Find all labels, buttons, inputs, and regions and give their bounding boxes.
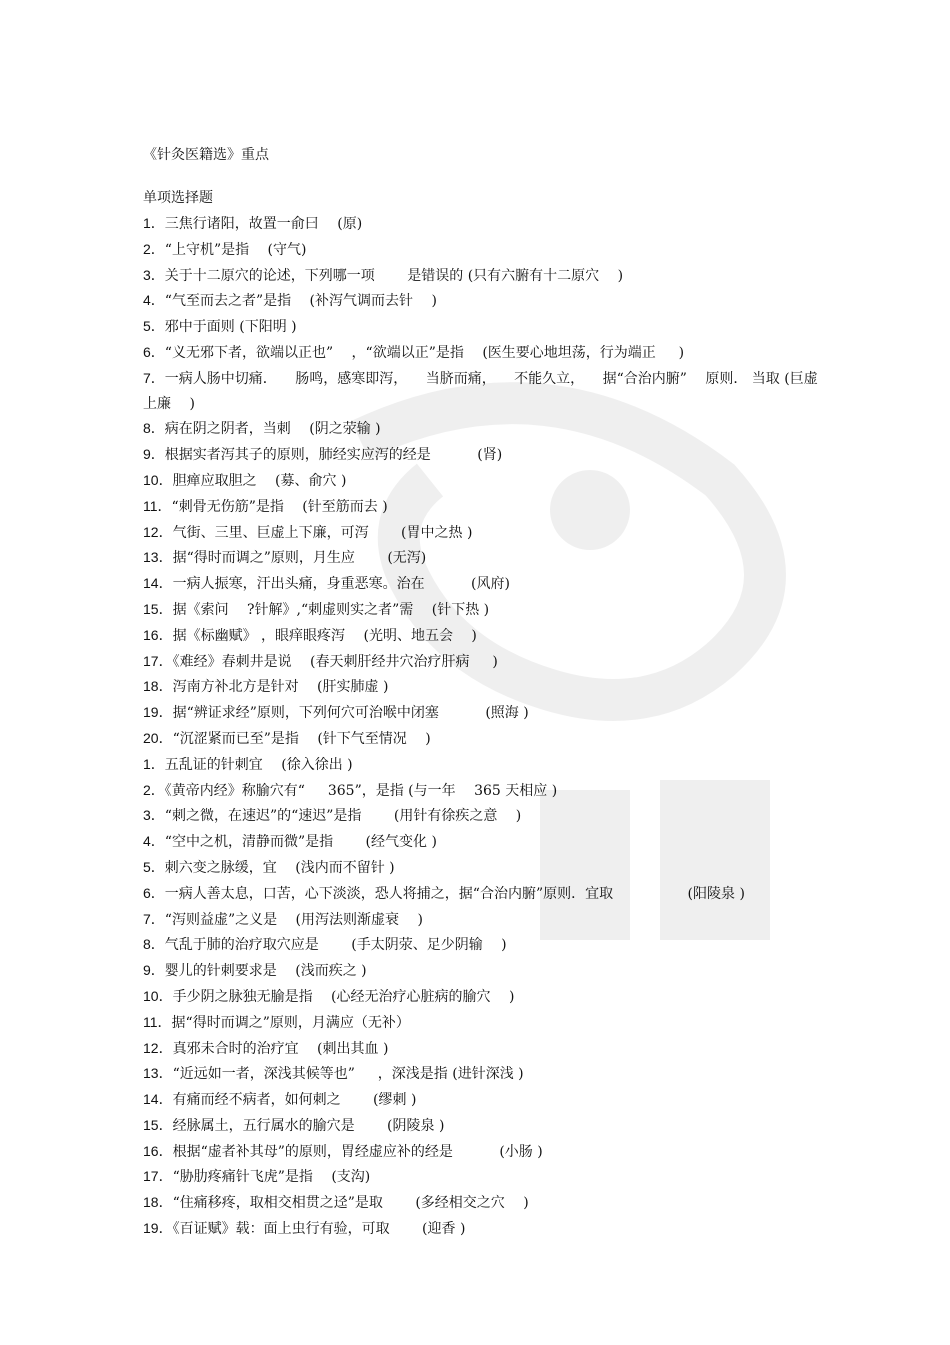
- question-text: 邪中于面则 (下阳明 ): [164, 319, 297, 336]
- question-text: 三焦行诸阳，故置一俞曰 (原): [164, 216, 363, 232]
- question-text: 手少阴之脉独无腧是指 (心经无治疗心脏病的腧穴 ): [172, 988, 515, 1005]
- question-item: [143, 984, 823, 1010]
- question-text: “气至而去之者”是指 (补泻气调而去针 ): [164, 293, 437, 310]
- question-number: 11．: [143, 1013, 172, 1030]
- question-item: [143, 1113, 823, 1139]
- question-item: [143, 700, 823, 726]
- question-text: “上守机”是指 (守气): [164, 241, 307, 258]
- question-text: 气街、三里、巨虚上下廉，可泻 (胃中之热 ): [172, 524, 473, 541]
- question-number: 10．: [143, 987, 173, 1004]
- question-item: [143, 649, 823, 675]
- question-number: 19．: [143, 1220, 173, 1237]
- question-text: “近远如一者，深浅其候等也” ，深浅是指 (进针深浅 ): [172, 1066, 524, 1083]
- question-text: 经脉属土，五行属水的腧穴是 (阴陵泉 ): [172, 1117, 445, 1134]
- question-number: 3．: [143, 266, 165, 283]
- document-title: 《针灸医籍选》重点: [143, 147, 269, 163]
- question-number: 6．: [143, 343, 165, 360]
- section-heading: 单项选择题: [143, 190, 213, 206]
- question-item: [143, 442, 823, 468]
- question-number: 1．: [143, 755, 165, 772]
- question-number: 4．: [143, 292, 165, 309]
- question-item: [143, 366, 823, 417]
- question-item: [143, 1087, 823, 1113]
- question-number: 13．: [143, 549, 173, 566]
- question-item: [143, 1061, 823, 1087]
- question-item: [143, 1216, 823, 1242]
- question-number: 9．: [143, 962, 165, 979]
- question-text: 关于十二原穴的论述，下列哪一项 是错误的 (只有六腑有十二原穴 ): [164, 267, 624, 284]
- question-item: [143, 829, 823, 855]
- question-item: [143, 571, 823, 597]
- question-item: [143, 545, 823, 571]
- question-item: [143, 778, 823, 804]
- question-text: 刺六变之脉缓，宜 (浅内而不留针 ): [164, 859, 395, 876]
- question-number: 6．: [143, 884, 165, 901]
- question-text: “义无邪下者，欲端以正也” ，“欲端以正”是指 (医生要心地坦荡，行为端正 ): [164, 344, 685, 361]
- question-text: 据《索问 ?针解》,“刺虚则实之者”需 (针下热 ): [172, 601, 490, 618]
- question-item: [143, 1139, 823, 1165]
- question-item: [143, 855, 823, 881]
- question-item: [143, 752, 823, 778]
- question-item: [143, 674, 823, 700]
- question-number: 18．: [143, 678, 173, 695]
- question-text: 五乱证的针刺宜 (徐入徐出 ): [164, 756, 353, 773]
- question-text: 一病人肠中切痛． 肠鸣，感寒即泻， 当脐而痛， 不能久立， 据“合治内腑” 原则． 当取 (巨虚上廉 ): [143, 370, 818, 412]
- question-text: 《黄帝内经》称腧穴有“ 365”，是指 (与一年 365 天相应 ): [164, 782, 558, 799]
- question-number: 14．: [143, 575, 173, 592]
- question-number: 8．: [143, 936, 165, 953]
- question-item: [143, 1164, 823, 1190]
- question-item: [143, 288, 823, 314]
- question-text: 据“得时而调之”原则，月生应 (无泻): [172, 550, 427, 567]
- question-text: “泻则益虚”之义是 (用泻法则渐虚衰 ): [164, 911, 423, 928]
- question-item: [143, 881, 823, 907]
- question-number: 1．: [143, 215, 165, 231]
- question-number: 3．: [143, 807, 165, 824]
- question-text: 泻南方补北方是针对 (肝实肺虚 ): [172, 679, 389, 696]
- question-item: [143, 340, 823, 366]
- question-item: [143, 1010, 823, 1036]
- question-number: 15．: [143, 1116, 173, 1133]
- question-item: [143, 932, 823, 958]
- question-number: 8．: [143, 420, 165, 437]
- question-text: 据“辨证求经”原则，下列何穴可治喉中闭塞 (照海 ): [172, 705, 529, 722]
- question-text: 有痛而经不病者，如何刺之 (缪刺 ): [172, 1092, 417, 1109]
- question-number: 11．: [143, 497, 172, 514]
- question-text: 根据实者泻其子的原则，肺经实应泻的经是 (肾): [164, 447, 503, 464]
- question-number: 18．: [143, 1194, 173, 1211]
- question-text: “沉涩紧而已至”是指 (针下气至情况 ): [172, 730, 431, 747]
- question-text: 据《标幽赋》 ，眼痒眼疼泻 (光明、地五会 ): [172, 627, 477, 644]
- question-text: 病在阴之阴者，当刺 (阴之荥输 ): [164, 421, 381, 438]
- question-text: 胆瘅应取胆之 (募、俞穴 ): [172, 472, 347, 489]
- question-item: [143, 211, 823, 237]
- question-number: 15．: [143, 600, 173, 617]
- question-number: 16．: [143, 626, 173, 643]
- question-item: [143, 468, 823, 494]
- question-item: [143, 416, 823, 442]
- question-item: [143, 726, 823, 752]
- question-number: 7．: [143, 369, 165, 386]
- question-number: 12．: [143, 523, 173, 540]
- question-item: [143, 314, 823, 340]
- question-number: 10．: [143, 471, 173, 488]
- question-text: 《难经》春刺井是说 (春天刺肝经井穴治疗肝病 ): [172, 653, 498, 670]
- question-text: 一病人善太息，口苦，心下淡淡，恐人将捕之，据“合治内腑”原则．宜取 (阳陵泉 ): [164, 885, 745, 902]
- question-item: [143, 907, 823, 933]
- question-number: 2．: [143, 240, 165, 257]
- document-body: [143, 145, 823, 1242]
- question-item: [143, 494, 823, 520]
- question-list: [143, 211, 823, 1242]
- question-text: “刺骨无伤筋”是指 (针至筋而去 ): [171, 498, 388, 515]
- question-number: 9．: [143, 446, 165, 463]
- question-text: 真邪未合时的治疗宜 (刺出其血 ): [172, 1040, 389, 1057]
- question-text: 气乱于肺的治疗取穴应是 (手太阴荥、足少阴输 ): [164, 937, 507, 954]
- question-item: [143, 263, 823, 289]
- question-item: [143, 623, 823, 649]
- question-item: [143, 1036, 823, 1062]
- question-text: 据“得时而调之”原则，月满应（无补）: [171, 1014, 410, 1031]
- question-number: 4．: [143, 833, 165, 850]
- question-item: [143, 1190, 823, 1216]
- question-number: 14．: [143, 1091, 173, 1108]
- question-text: “住痛移疼，取相交相贯之迳”是取 (多经相交之穴 ): [172, 1195, 529, 1212]
- question-number: 2．: [143, 781, 165, 798]
- question-number: 16．: [143, 1142, 173, 1159]
- question-item: [143, 237, 823, 263]
- question-item: [143, 958, 823, 984]
- question-text: “空中之机，清静而微”是指 (经气变化 ): [164, 834, 437, 851]
- question-text: 根据“虚者补其母”的原则，胃经虚应补的经是 (小肠 ): [172, 1143, 543, 1160]
- question-number: 7．: [143, 910, 165, 927]
- question-number: 12．: [143, 1039, 173, 1056]
- question-item: [143, 520, 823, 546]
- question-text: 《百证赋》载：面上虫行有验，可取 (迎香 ): [172, 1221, 466, 1238]
- question-number: 20．: [143, 729, 173, 746]
- question-item: [143, 597, 823, 623]
- question-number: 17．: [143, 1168, 173, 1185]
- question-text: 婴儿的针刺要求是 (浅而疾之 ): [164, 963, 367, 980]
- question-number: 13．: [143, 1065, 173, 1082]
- question-number: 19．: [143, 704, 173, 721]
- question-number: 17．: [143, 652, 173, 669]
- question-text: 一病人振寒，汗出头痛，身重恶寒。治在 (风府): [172, 576, 510, 593]
- question-number: 5．: [143, 318, 165, 335]
- question-item: [143, 803, 823, 829]
- question-text: “胁肋疼痛针飞虎”是指 (支沟): [172, 1169, 371, 1186]
- question-text: “刺之微，在速迟”的“速迟”是指 (用针有徐疾之意 ): [164, 808, 522, 825]
- question-number: 5．: [143, 858, 165, 875]
